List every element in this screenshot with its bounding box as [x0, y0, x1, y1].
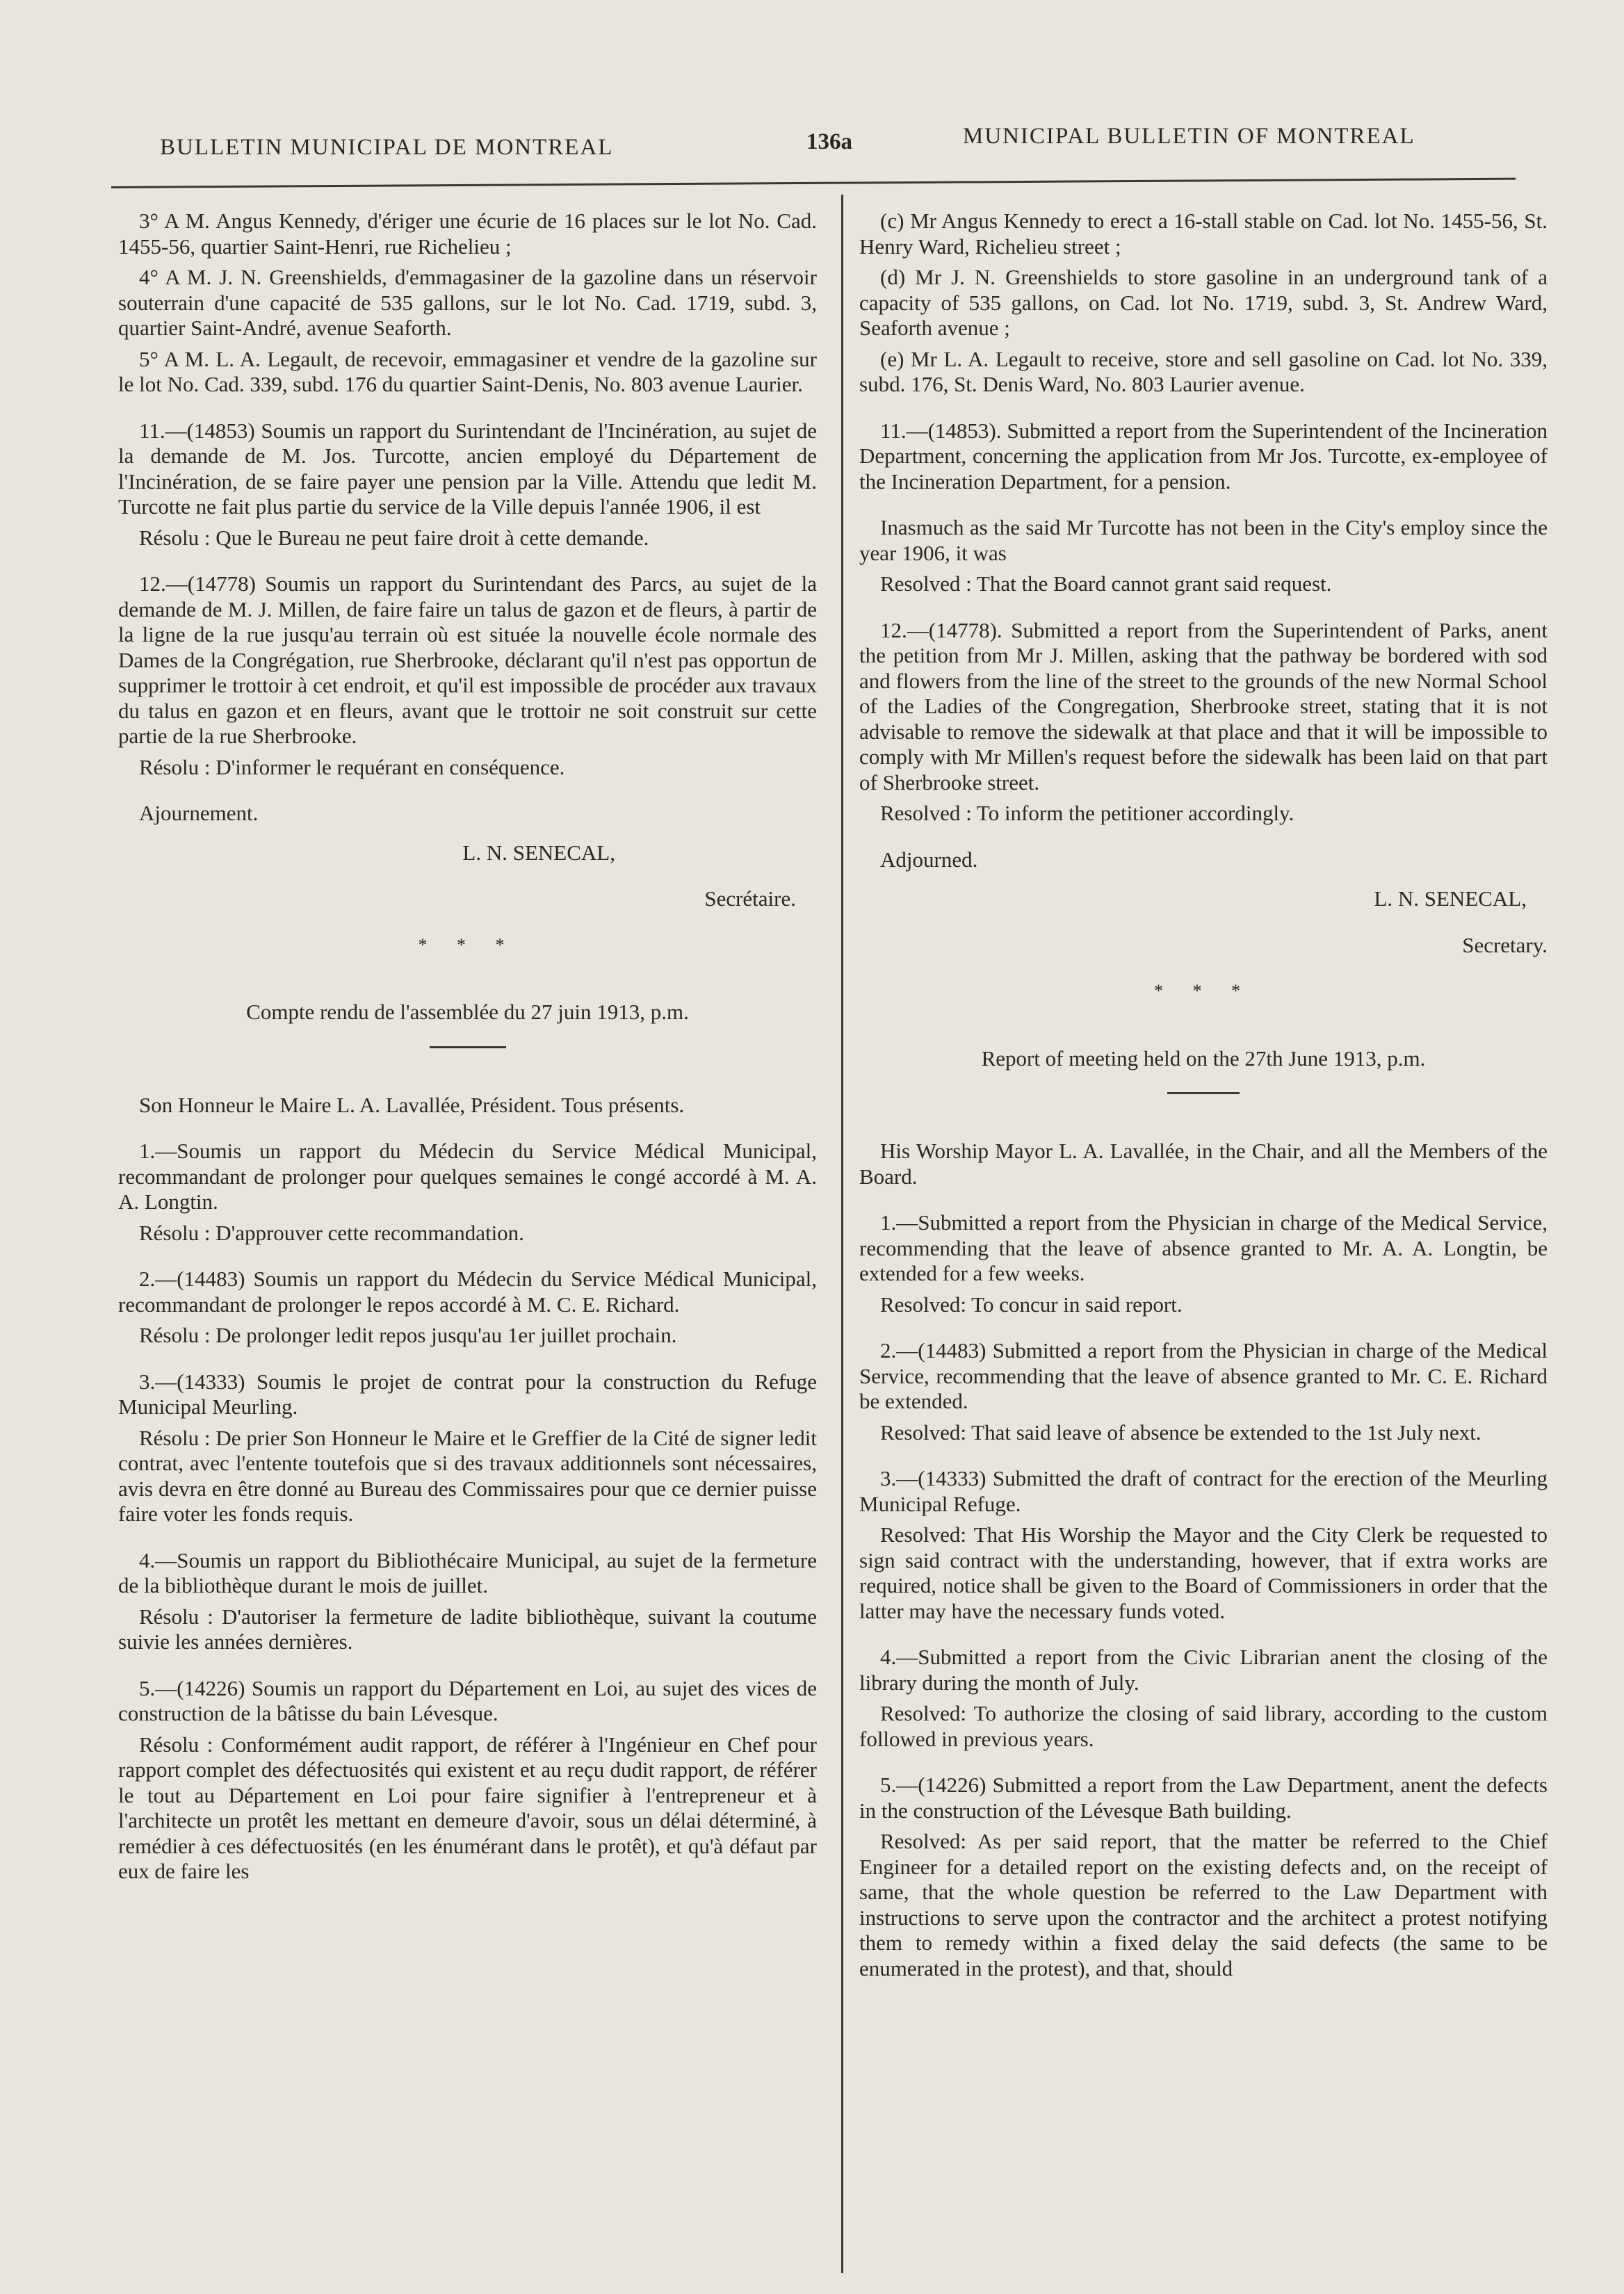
header-title-english: MUNICIPAL BULLETIN OF MONTREAL	[963, 124, 1415, 149]
item-4-resolution: Résolu : D'autoriser la fermeture de ladite bibliothèque, suivant la coutume suivie les années dernières.	[118, 1604, 817, 1654]
item-5-resolution: Resolved: As per said report, that the matter be referred to the Chief Engineer for a detailed report on the existing defects and, on the receipt of same, that the whole question be referred to the Law Department with instructions to serve upon the contractor and the architect a protest notifying them to remedy within a fixed delay the said defects (the same to be enumerated in the protest), and that, should	[859, 1829, 1548, 1980]
item-2: 2.—(14483) Submitted a report from the Physician in charge of the Medical Service, recommending that the leave of absence granted to Mr. C. E. Richard be extended.	[859, 1338, 1548, 1413]
item-5: 5.—(14226) Submitted a report from the Law Department, anent the defects in the construction of the Lévesque Bath building.	[859, 1773, 1548, 1823]
item-1-resolution: Resolved: To concur in said report.	[880, 1292, 1183, 1317]
list-item: (e) Mr L. A. Legault to receive, store and sell gasoline on Cad. lot No. 339, subd. 176, St. Denis Ward, No. 803 Laurier avenue.	[859, 346, 1548, 396]
adjournment: Ajournement.	[139, 801, 259, 825]
item-11: 11.—(14853). Submitted a report from the Superintendent of the Incineration Department, concerning the application from Mr Jos. Turcotte, ex-employee of the Incineration Department, for a pension.	[859, 418, 1548, 494]
list-item: (d) Mr J. N. Greenshields to store gasoline in an underground tank of a capacity of 535 gallons, on Cad. lot No. 1719, subd. 3, St. Andrew Ward, Seaforth avenue ;	[859, 265, 1548, 340]
item-4: 4.—Soumis un rapport du Bibliothécaire Municipal, au sujet de la fermeture de la bibliothèque durant le mois de juillet.	[118, 1547, 817, 1597]
list-item: 5° A M. L. A. Legault, de recevoir, emmagasiner et vendre de la gazoline sur le lot No. Cad. 339, subd. 176 du quartier Saint-Denis, No. 803 avenue Laurier.	[118, 346, 817, 396]
item-3-resolution: Resolved: That His Worship the Mayor and the City Clerk be requested to sign said contract with the understanding, however, that if extra works are required, notice shall be given to the Board of Commissioners in order that the latter may have the necessary funds voted.	[859, 1522, 1548, 1623]
list-item: 3° A M. Angus Kennedy, d'ériger une écurie de 16 places sur le lot No. Cad. 1455-56, quartier Saint-Henri, rue Richelieu ;	[118, 209, 817, 259]
header-rule	[111, 178, 1516, 188]
item-12: 12.—(14778). Submitted a report from the Superintendent of Parks, anent the petition from Mr J. Millen, asking that the pathway be bordered with sod and flowers from the line of the street to the grounds of the new Normal School of the Ladies of the Congregation, Sherbrooke street, stating that it is not advisable to remove the sidewalk at that place and that it will be impossible to comply with Mr Millen's request before the sidewalk has been laid on that part of Sherbrooke street.	[859, 617, 1548, 795]
item-2: 2.—(14483) Soumis un rapport du Médecin du Service Médical Municipal, recommandant de prolonger le repos accordé à M. C. E. Richard.	[118, 1267, 817, 1317]
attendance: Son Honneur le Maire L. A. Lavallée, Président. Tous présents.	[139, 1092, 685, 1117]
item-1: 1.—Submitted a report from the Physician in charge of the Medical Service, recommending that the leave of absence granted to Mr. A. A. Longtin, be extended for a few weeks.	[859, 1210, 1548, 1285]
item-2-resolution: Resolved: That said leave of absence be extended to the 1st July next.	[880, 1419, 1481, 1445]
item-3: 3.—(14333) Submitted the draft of contract for the erection of the Meurling Municipal Refuge.	[859, 1466, 1548, 1516]
item-11: 11.—(14853) Soumis un rapport du Surintendant de l'Incinération, au sujet de la demande de M. Jos. Turcotte, ancien employé du Département de l'Incinération, de se faire payer une pension par la Ville. Attendu que ledit M. Turcotte ne fait plus partie du service de la Ville depuis l'année 1906, il est	[118, 418, 817, 519]
header-title-french: BULLETIN MUNICIPAL DE MONTREAL	[160, 135, 614, 160]
item-12-resolution: Resolved : To inform the petitioner accordingly.	[880, 801, 1294, 825]
item-11-continued: Inasmuch as the said Mr Turcotte has not been in the City's employ since the year 1906, it was	[859, 515, 1548, 565]
signature-name: L. N. SENECAL,	[1374, 886, 1527, 911]
english-column	[859, 209, 1548, 2002]
item-2-resolution: Résolu : De prolonger ledit repos jusqu'au 1er juillet prochain.	[139, 1323, 677, 1347]
item-11-resolution: Résolu : Que le Bureau ne peut faire droit à cette demande.	[139, 525, 649, 550]
page-number: 136a	[806, 129, 852, 154]
attendance: His Worship Mayor L. A. Lavallée, in the Chair, and all the Members of the Board.	[859, 1139, 1548, 1189]
meeting-heading: Compte rendu de l'assemblée du 27 juin 1913, p.m.	[246, 1000, 689, 1024]
adjournment: Adjourned.	[880, 847, 978, 872]
heading-rule	[430, 1046, 506, 1048]
section-separator: * * *	[1154, 981, 1253, 1001]
meeting-heading: Report of meeting held on the 27th June 1913, p.m.	[981, 1046, 1426, 1071]
item-1: 1.—Soumis un rapport du Médecin du Service Médical Municipal, recommandant de prolonger pour quelques semaines le congé accordé à M. A. A. Longtin.	[118, 1139, 817, 1214]
page-header	[0, 124, 1624, 165]
list-item: (c) Mr Angus Kennedy to erect a 16-stall stable on Cad. lot No. 1455-56, St. Henry Ward, Richelieu street ;	[859, 209, 1548, 259]
item-4: 4.—Submitted a report from the Civic Librarian anent the closing of the library during the month of July.	[859, 1645, 1548, 1695]
signature-title: Secretary.	[1462, 932, 1548, 957]
item-12: 12.—(14778) Soumis un rapport du Surintendant des Parcs, au sujet de la demande de M. J. Millen, de faire faire un talus de gazon et de fleurs, à partir de la ligne de la rue jusqu'au terrain où est située la nouvelle école normale des Dames de la Congrégation, rue Sherbrooke, déclarant qu'il n'est pas opportun de supprimer le trottoir à cet endroit, et qu'il est impossible de procéder aux travaux du talus en gazon et en fleurs, avant que le trottoir ne soit construit sur cette partie de la rue Sherbrooke.	[118, 571, 817, 748]
item-3-resolution: Résolu : De prier Son Honneur le Maire et le Greffier de la Cité de signer ledit contrat, avec l'entente toutefois que si des travaux additionnels sont nécessaires, avis devra en être donné au Bureau des Commissaires pour que ce dernier puisse faire voter les fonds requis.	[118, 1425, 817, 1526]
signature-title: Secrétaire.	[704, 886, 796, 911]
heading-rule	[1167, 1092, 1240, 1094]
signature-name: L. N. SENECAL,	[462, 840, 615, 865]
list-item: 4° A M. J. N. Greenshields, d'emmagasiner de la gazoline dans un réservoir souterrain d'une capacité de 535 gallons, sur le lot No. Cad. 1719, subd. 3, quartier Saint-André, avenue Seaforth.	[118, 265, 817, 340]
item-4-resolution: Resolved: To authorize the closing of said library, according to the custom followed in previous years.	[859, 1701, 1548, 1751]
item-1-resolution: Résolu : D'approuver cette recommandation.	[139, 1220, 524, 1245]
item-11-resolution: Resolved : That the Board cannot grant said request.	[880, 571, 1332, 596]
item-12-resolution: Résolu : D'informer le requérant en conséquence.	[139, 754, 565, 779]
column-divider	[841, 195, 843, 2273]
item-5-resolution: Résolu : Conformément audit rapport, de référer à l'Ingénieur en Chef pour rapport complet des défectuosités qui existent et au reçu dudit rapport, de référer le tout au Département en Loi pour faire signifier à l'entrepreneur et à l'architecte un protêt les mettant en demeure d'avoir, sous un délai déterminé, à remédier à ces défectuosités (en les énumérant dans le protêt), et qu'à défaut par eux de faire les	[118, 1732, 817, 1883]
item-3: 3.—(14333) Soumis le projet de contrat pour la construction du Refuge Municipal Meurling.	[118, 1369, 817, 1419]
section-separator: * * *	[418, 934, 517, 955]
french-column	[118, 209, 817, 1905]
item-5: 5.—(14226) Soumis un rapport du Département en Loi, au sujet des vices de construction de la bâtisse du bain Lévesque.	[118, 1675, 817, 1725]
